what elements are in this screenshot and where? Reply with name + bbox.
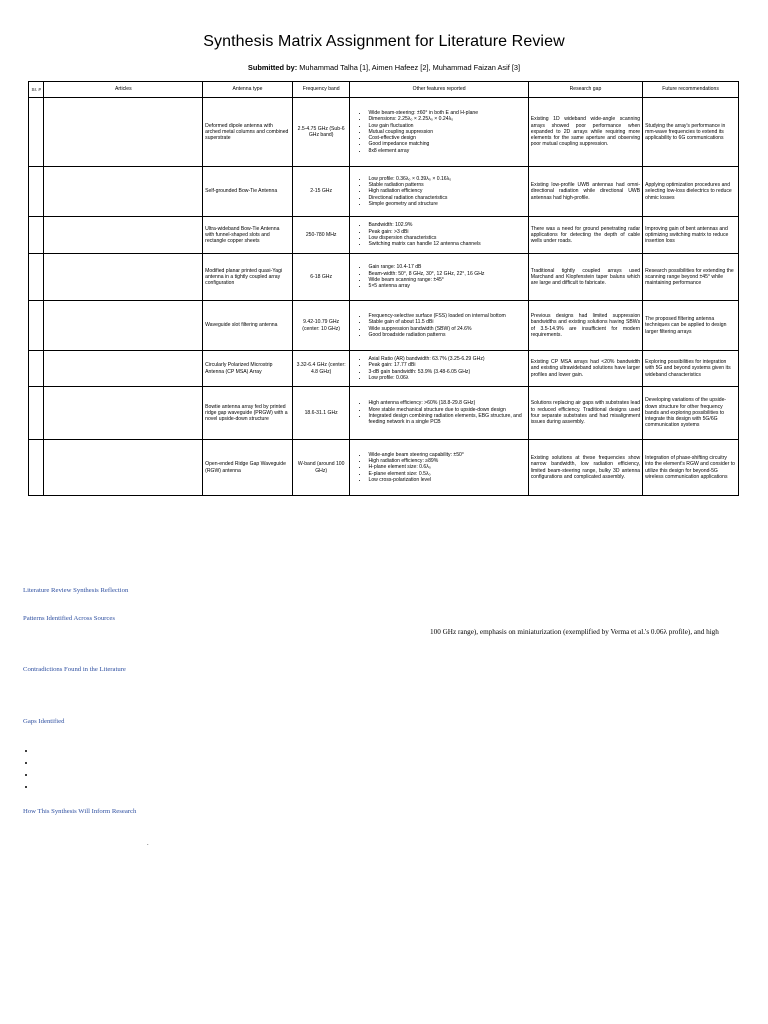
future-recommendations-cell: Exploring possibilities for integration with 5G and beyond systems given its wideband characteristics [643,351,739,387]
table-row [29,387,739,440]
features-list [352,313,525,338]
contradictions-heading: Contradictions Found in the Literature [23,666,126,673]
future-recommendations-cell: Applying optimization procedures and selecting low-loss dielectrics to reduce ohmic losses [643,167,739,217]
sr-cell [29,387,44,440]
header-sr: Sr. # [29,82,44,98]
features-list [352,222,525,247]
features-list [352,400,525,425]
list-item: • Directional radiation characteristics [368,195,525,201]
research-gap-cell: There was a need for ground penetrating radar applications for detecting the depth of cable wells under roads. [528,217,642,254]
list-item: • Axial Ratio (AR) bandwidth: 63.7% (3.25-6.29 GHz) [368,356,525,362]
list-item: • Peak gain: >3 dBi [368,229,525,235]
list-item: • Peak gain: 17.77 dBi [368,362,525,368]
list-item: • Good impedance matching [368,141,525,147]
articles-cell [44,387,203,440]
sr-cell [29,167,44,217]
future-recommendations-cell: Research possibilities for extending the scanning range beyond ±45° while maintaining performance [643,254,739,301]
antenna-type-cell: Open-ended Ridge Gap Waveguide (RGW) antenna [203,440,293,496]
sr-cell [29,440,44,496]
list-item: • Wide suppression bandwidth (SBW) of 24.6% [368,326,525,332]
list-item: • Cost-effective design [368,135,525,141]
future-recommendations-cell: The proposed filtering antenna techniques can be applied to design larger filtering arrays [643,301,739,351]
list-item: • Low gain fluctuation [368,123,525,129]
research-gap-cell: Solutions replacing air gaps with substrates lead to reduced efficiency. Traditional designs used four separate substrates and had misalignment issues during assembly. [528,387,642,440]
list-item: • Frequency-selective surface (FSS) loaded on internal bottom [368,313,525,319]
list-item [35,745,37,757]
sr-cell [29,254,44,301]
future-recommendations-cell: Developing variations of the upside-down structure for other frequency bands and exploring possibilities to integrate this design with 5G/6G communication systems [643,387,739,440]
list-item: • Low profile: 0.06λ [368,375,525,381]
sr-cell [29,98,44,167]
table-row [29,167,739,217]
list-item: • Wide-angle beam steering capability: ±50° [368,452,525,458]
list-item: • Bandwidth: 102.9% [368,222,525,228]
list-item: • E-plane element size: 0.5λ₀ [368,471,525,477]
authors-text: Muhammad Talha [1], Aimen Hafeez [2], Muhammad Faizan Asif [3] [297,63,521,72]
table-header-row [29,82,739,98]
features-cell [350,217,528,254]
header-other-features: Other features reported [350,82,528,98]
table-row [29,440,739,496]
frequency-band-cell: 2.5-4.75 GHz (Sub-6 GHz band) [292,98,350,167]
research-gap-cell: Existing solutions at these frequencies show narrow bandwidth, low radiation efficiency, limited beam-steering range, bulky 3D antenna configurations and complicated assembly. [528,440,642,496]
list-item: • More stable mechanical structure due to upside-down design [368,407,525,413]
articles-cell [44,98,203,167]
features-cell [350,301,528,351]
future-recommendations-cell: Improving gain of bent antennas and optimizing switching matrix to reduce insertion loss [643,217,739,254]
inform-heading: How This Synthesis Will Inform Research [23,808,137,815]
table-row [29,301,739,351]
list-item: • High radiation efficiency: ≥89% [368,458,525,464]
list-item [35,757,37,769]
features-cell [350,254,528,301]
features-list [352,176,525,207]
table-body [29,98,739,496]
header-research-gap: Research gap [528,82,642,98]
list-item: • Dimensions: 2.25λ₀ × 2.25λ₀ × 0.24λ₀ [368,116,525,122]
features-cell [350,440,528,496]
table-row [29,254,739,301]
patterns-heading: Patterns Identified Across Sources [23,615,115,622]
list-item: • Low profile: 0.36λ₀ × 0.39λ₀ × 0.16λ₀ [368,176,525,182]
table-row [29,98,739,167]
frequency-band-cell: 9.42-10.79 GHz (center: 10 GHz) [292,301,350,351]
list-item: • Integrated design combining radiation elements, EBG structure, and feeding network in a single PCB [368,413,525,426]
header-future-recommendations: Future recommendations [643,82,739,98]
table-row [29,351,739,387]
list-item: • Stable radiation patterns [368,182,525,188]
list-item: • Stable gain of about 11.5 dBi [368,319,525,325]
articles-cell [44,440,203,496]
research-gap-cell: Existing 1D wideband wide-angle scanning arrays showed poor performance when expanded to 2D arrays while requiring more elements for the same aperture and observing poor mutual coupling suppression. [528,98,642,167]
frequency-band-cell: 18.6-31.1 GHz [292,387,350,440]
research-gap-cell: Existing CP MSA arrays had <20% bandwidth and existing ultrawideband solutions have larger profiles and lower gain. [528,351,642,387]
features-cell [350,387,528,440]
list-item: • Beam-width: 50°, 8 GHz, 30°, 12 GHz, 22°, 16 GHz [368,271,525,277]
antenna-type-cell: Deformed dipole antenna with arched metal columns and combined superstrate [203,98,293,167]
header-frequency-band: Frequency band [292,82,350,98]
frequency-band-cell: 3.32-6.4 GHz (center: 4.8 GHz) [292,351,350,387]
research-gap-cell: Existing low-profile UWB antennas had omni-directional radiation while directional UWB antennas had high-profile. [528,167,642,217]
articles-cell [44,254,203,301]
document-title: Synthesis Matrix Assignment for Literature Review [203,33,565,50]
features-list [352,110,525,154]
list-item: • 3-dB gain bandwidth: 53.9% (3.48-6.05 GHz) [368,369,525,375]
list-item: • 5×5 antenna array [368,283,525,289]
sr-cell [29,301,44,351]
features-cell [350,98,528,167]
table-row [29,217,739,254]
research-gap-cell: Previous designs had limited suppression bandwidths and existing solutions having SBWs of 3.5-14.9% are insufficient for modern requirements. [528,301,642,351]
features-cell [350,351,528,387]
list-item [35,781,37,793]
sr-cell [29,217,44,254]
header-articles: Articles [44,82,203,98]
research-gap-cell: Traditional tightly coupled arrays used Marchand and Klopfenstein taper baluns which are large and difficult to fabricate. [528,254,642,301]
list-item: • Wide beam scanning range: ±45° [368,277,525,283]
antenna-type-cell: Waveguide slot filtering antenna [203,301,293,351]
list-item: • Mutual coupling suppression [368,129,525,135]
submitted-by-line [0,63,768,72]
list-item: • Low dispersion characteristics [368,235,525,241]
frequency-band-cell: 2-15 GHz [292,167,350,217]
stray-period: . [147,841,149,847]
list-item: • H-plane element size: 0.6λ₀ [368,464,525,470]
articles-cell [44,301,203,351]
gaps-heading: Gaps Identified [23,718,65,725]
frequency-band-cell: 6-18 GHz [292,254,350,301]
list-item: • Wide beam-steering: ±60° in both E and H-plane [368,110,525,116]
antenna-type-cell: Circularly Polarized Microstrip Antenna (CP MSA) Array [203,351,293,387]
list-item: • High antenna efficiency: >60% (18.8-29.8 GHz) [368,400,525,406]
reflection-heading: Literature Review Synthesis Reflection [23,587,129,594]
features-list [352,356,525,381]
antenna-type-cell: Ultra-wideband Bow-Tie Antenna with funnel-shaped slots and rectangle copper sheets [203,217,293,254]
list-item: • Low cross-polarization level [368,477,525,483]
articles-cell [44,351,203,387]
patterns-text-fragment: 100 GHz range), emphasis on miniaturization (exemplified by Verma et al.'s 0.06λ profile), and high [430,628,719,636]
antenna-type-cell: Self-grounded Bow-Tie Antenna [203,167,293,217]
synthesis-matrix-table [28,81,739,496]
articles-cell [44,167,203,217]
gaps-bullet-list [23,745,37,793]
header-antenna-type: Antenna type [203,82,293,98]
frequency-band-cell: 250-780 MHz [292,217,350,254]
sr-cell [29,351,44,387]
list-item: • High radiation efficiency [368,188,525,194]
antenna-type-cell: Bowtie antenna array fed by printed ridge gap waveguide (PRGW) with a novel upside-down structure [203,387,293,440]
submitted-by-label: Submitted by: [247,63,298,72]
list-item: • Good broadside radiation patterns [368,332,525,338]
articles-cell [44,217,203,254]
list-item: • 8x8 element array [368,148,525,154]
features-cell [350,167,528,217]
features-list [352,452,525,483]
future-recommendations-cell: Integration of phase-shifting circuitry into the element's RGW and consider to utilize this design for beyond-5G wireless communication applications [643,440,739,496]
antenna-type-cell: Modified planar printed quasi-Yagi antenna in a tightly coupled array configuration [203,254,293,301]
frequency-band-cell: W-band (around 100 GHz) [292,440,350,496]
future-recommendations-cell: Studying the array's performance in mm-wave frequencies to extend its applicability to 6G communications [643,98,739,167]
list-item: • Simple geometry and structure [368,201,525,207]
list-item [35,769,37,781]
list-item: • Gain range: 10.4-17 dB [368,264,525,270]
features-list [352,264,525,289]
list-item: • Switching matrix can handle 12 antenna channels [368,241,525,247]
